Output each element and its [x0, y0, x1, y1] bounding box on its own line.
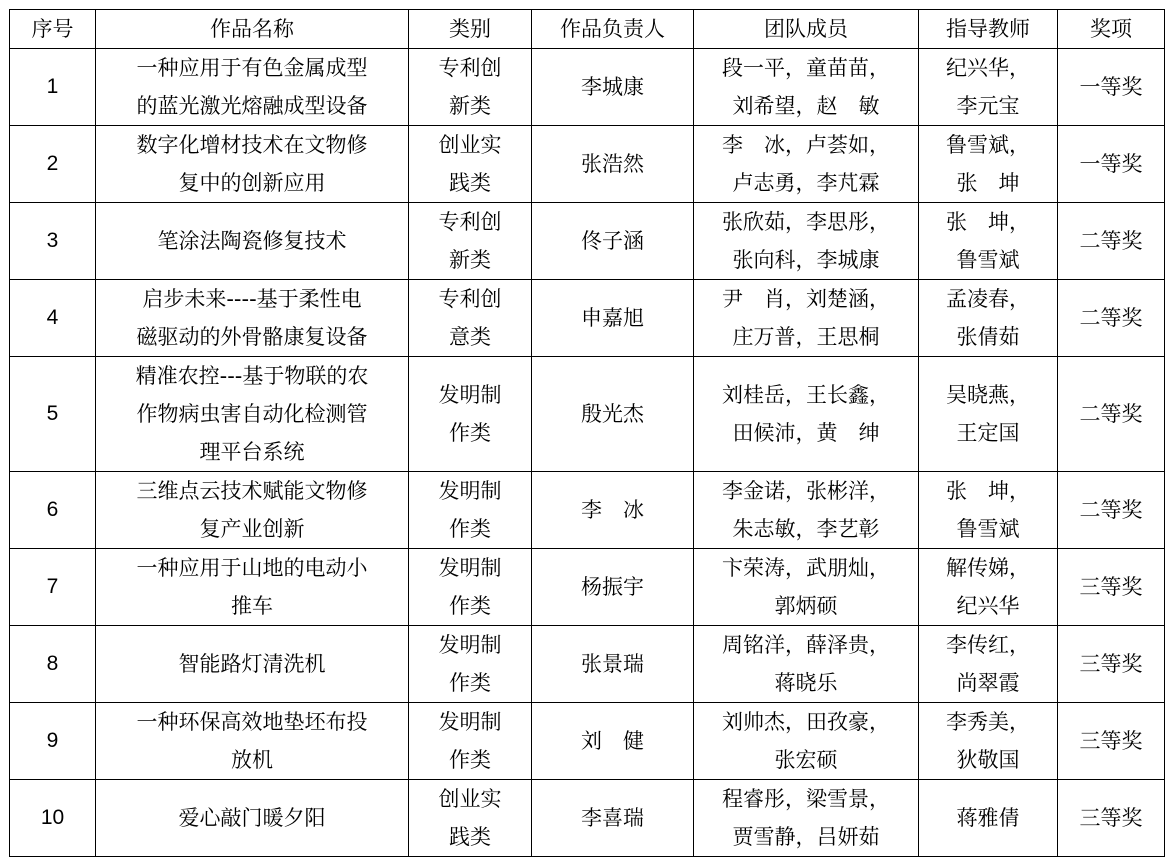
cell-project-name: 爱心敲门暖夕阳 [96, 780, 409, 857]
cell-members: 卞荣涛，武朋灿， 郭炳硕 [694, 549, 919, 626]
cell-project-name: 一种应用于山地的电动小 推车 [96, 549, 409, 626]
cell-leader: 张浩然 [532, 126, 694, 203]
table-row [10, 49, 1165, 126]
cell-no: 5 [10, 357, 96, 472]
cell-no: 4 [10, 280, 96, 357]
cell-award: 三等奖 [1058, 780, 1165, 857]
header-members: 团队成员 [694, 10, 919, 49]
cell-members: 李 冰，卢荟如， 卢志勇，李芃霖 [694, 126, 919, 203]
cell-leader: 刘 健 [532, 703, 694, 780]
cell-project-name: 启步未来----基于柔性电 磁驱动的外骨骼康复设备 [96, 280, 409, 357]
cell-advisor: 纪兴华， 李元宝 [919, 49, 1058, 126]
cell-leader: 李城康 [532, 49, 694, 126]
cell-advisor: 解传娣， 纪兴华 [919, 549, 1058, 626]
cell-category: 创业实 践类 [409, 126, 532, 203]
cell-category: 发明制 作类 [409, 626, 532, 703]
cell-category: 发明制 作类 [409, 703, 532, 780]
cell-members: 尹 肖，刘楚涵， 庄万普，王思桐 [694, 280, 919, 357]
table-row [10, 780, 1165, 857]
cell-award: 三等奖 [1058, 549, 1165, 626]
cell-project-name: 精准农控---基于物联的农 作物病虫害自动化检测管 理平台系统 [96, 357, 409, 472]
cell-category: 专利创 新类 [409, 203, 532, 280]
cell-project-name: 三维点云技术赋能文物修 复产业创新 [96, 472, 409, 549]
cell-members: 周铭洋，薛泽贵， 蒋晓乐 [694, 626, 919, 703]
cell-advisor: 李秀美， 狄敬国 [919, 703, 1058, 780]
cell-project-name: 数字化增材技术在文物修 复中的创新应用 [96, 126, 409, 203]
cell-leader: 佟子涵 [532, 203, 694, 280]
cell-no: 9 [10, 703, 96, 780]
cell-members: 段一平，童苗苗， 刘希望，赵 敏 [694, 49, 919, 126]
cell-no: 7 [10, 549, 96, 626]
cell-leader: 李喜瑞 [532, 780, 694, 857]
cell-members: 程睿彤，梁雪景， 贾雪静，吕妍茹 [694, 780, 919, 857]
cell-award: 二等奖 [1058, 357, 1165, 472]
table-row [10, 357, 1165, 472]
header-award: 奖项 [1058, 10, 1165, 49]
cell-members: 刘帅杰，田孜豪， 张宏硕 [694, 703, 919, 780]
header-leader: 作品负责人 [532, 10, 694, 49]
cell-members: 刘桂岳，王长鑫， 田候沛，黄 绅 [694, 357, 919, 472]
cell-award: 一等奖 [1058, 126, 1165, 203]
cell-category: 发明制 作类 [409, 472, 532, 549]
cell-advisor: 张 坤， 鲁雪斌 [919, 203, 1058, 280]
cell-advisor: 张 坤， 鲁雪斌 [919, 472, 1058, 549]
cell-award: 三等奖 [1058, 703, 1165, 780]
cell-leader: 李 冰 [532, 472, 694, 549]
cell-no: 10 [10, 780, 96, 857]
cell-category: 发明制 作类 [409, 549, 532, 626]
cell-category: 发明制 作类 [409, 357, 532, 472]
cell-no: 8 [10, 626, 96, 703]
cell-award: 二等奖 [1058, 203, 1165, 280]
cell-members: 李金诺，张彬洋， 朱志敏，李艺彰 [694, 472, 919, 549]
header-no: 序号 [10, 10, 96, 49]
cell-no: 1 [10, 49, 96, 126]
table-body [10, 49, 1165, 857]
cell-award: 二等奖 [1058, 280, 1165, 357]
table-row [10, 549, 1165, 626]
cell-advisor: 吴晓燕， 王定国 [919, 357, 1058, 472]
cell-no: 2 [10, 126, 96, 203]
table-row [10, 626, 1165, 703]
cell-advisor: 孟凌春， 张倩茹 [919, 280, 1058, 357]
cell-award: 一等奖 [1058, 49, 1165, 126]
cell-advisor: 蒋雅倩 [919, 780, 1058, 857]
table-header [10, 10, 1165, 49]
cell-advisor: 李传红， 尚翠霞 [919, 626, 1058, 703]
cell-award: 二等奖 [1058, 472, 1165, 549]
header-category: 类别 [409, 10, 532, 49]
table-row [10, 703, 1165, 780]
cell-leader: 杨振宇 [532, 549, 694, 626]
cell-leader: 张景瑞 [532, 626, 694, 703]
table-row [10, 280, 1165, 357]
cell-no: 6 [10, 472, 96, 549]
cell-advisor: 鲁雪斌， 张 坤 [919, 126, 1058, 203]
awards-table [9, 9, 1165, 857]
cell-no: 3 [10, 203, 96, 280]
cell-project-name: 一种环保高效地垫坯布投 放机 [96, 703, 409, 780]
header-row [10, 10, 1165, 49]
header-advisor: 指导教师 [919, 10, 1058, 49]
cell-project-name: 笔涂法陶瓷修复技术 [96, 203, 409, 280]
cell-category: 专利创 新类 [409, 49, 532, 126]
cell-project-name: 一种应用于有色金属成型 的蓝光激光熔融成型设备 [96, 49, 409, 126]
cell-project-name: 智能路灯清洗机 [96, 626, 409, 703]
cell-leader: 殷光杰 [532, 357, 694, 472]
cell-category: 创业实 践类 [409, 780, 532, 857]
table-row [10, 203, 1165, 280]
header-name: 作品名称 [96, 10, 409, 49]
cell-category: 专利创 意类 [409, 280, 532, 357]
cell-leader: 申嘉旭 [532, 280, 694, 357]
cell-members: 张欣茹，李思彤， 张向科，李城康 [694, 203, 919, 280]
table-row [10, 472, 1165, 549]
table-row [10, 126, 1165, 203]
cell-award: 三等奖 [1058, 626, 1165, 703]
